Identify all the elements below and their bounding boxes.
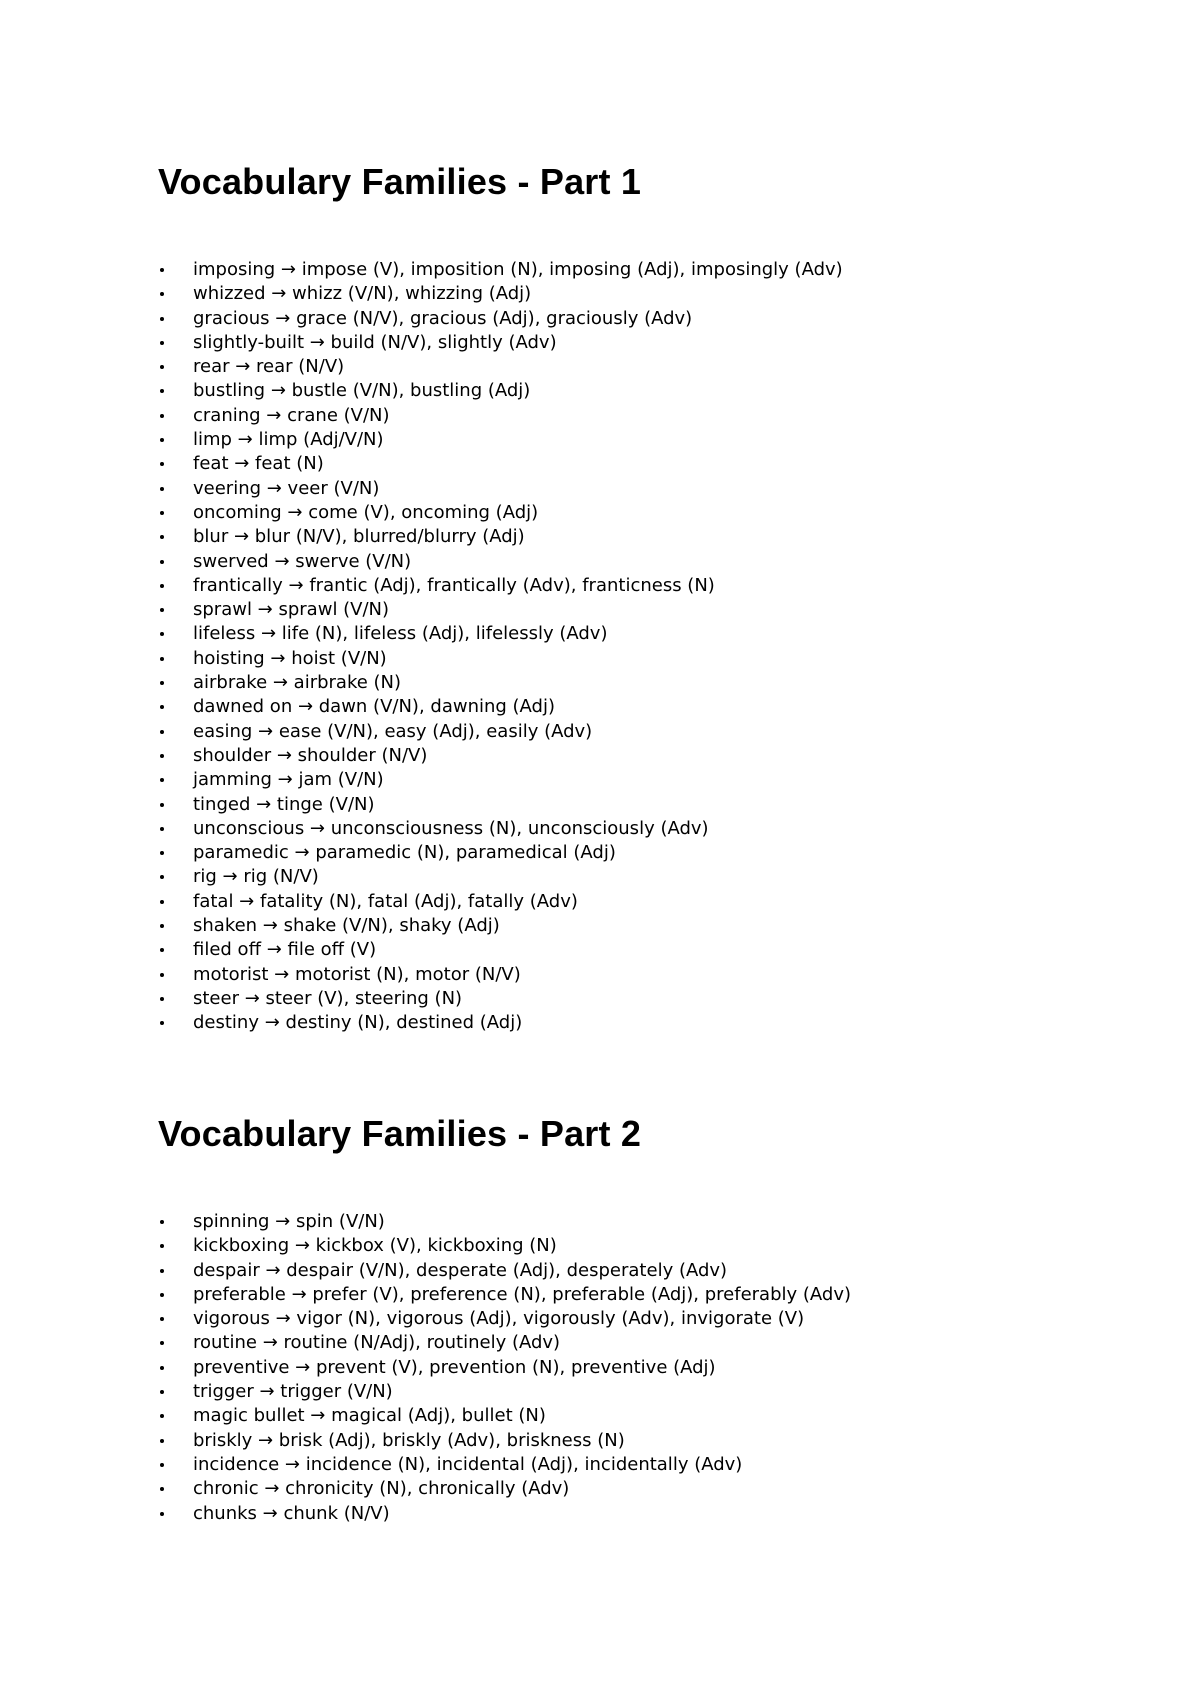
section-heading: Vocabulary Families - Part 2 (158, 1113, 642, 1154)
word-family-text: trigger → trigger (V/N) (193, 1381, 393, 1403)
word-family-item (158, 1210, 1138, 1234)
bullet-icon (160, 462, 164, 466)
word-family-item (158, 1259, 1138, 1283)
word-family-text: spinning → spin (V/N) (193, 1211, 385, 1232)
bullet-icon (160, 973, 164, 977)
word-family-item (158, 671, 1138, 695)
word-family-text: unconscious → unconsciousness (N), unconsciously (Adv) (193, 817, 709, 839)
bullet-icon (160, 730, 164, 734)
word-family-text: kickboxing → kickbox (V), kickboxing (N) (193, 1235, 557, 1257)
word-family-text: craning → crane (V/N) (193, 404, 390, 426)
bullet-icon (160, 997, 164, 1001)
bullet-icon (160, 948, 164, 952)
word-family-item (158, 477, 1138, 501)
word-family-item (158, 963, 1138, 987)
word-family-text: magic bullet → magical (Adj), bullet (N) (193, 1405, 546, 1427)
word-family-text: preferable → prefer (V), preference (N), preferable (Adj), preferably (Adv) (193, 1283, 852, 1305)
word-family-item (158, 525, 1138, 549)
word-family-text: gracious → grace (N/V), gracious (Adj), graciously (Adv) (193, 307, 693, 329)
word-family-text: briskly → brisk (Adj), briskly (Adv), briskness (N) (193, 1429, 625, 1451)
word-family-item (158, 452, 1138, 476)
word-family-item (158, 574, 1138, 598)
word-family-text: oncoming → come (V), oncoming (Adj) (193, 501, 539, 523)
word-family-item (158, 1011, 1138, 1035)
bullet-icon (160, 632, 164, 636)
word-family-text: limp → limp (Adj/V/N) (193, 429, 384, 451)
word-family-item (158, 355, 1138, 379)
bullet-icon (160, 365, 164, 369)
bullet-icon (160, 1390, 164, 1394)
bullet-icon (160, 414, 164, 418)
word-family-text: filed off → file off (V) (193, 939, 377, 961)
bullet-icon (160, 1439, 164, 1443)
word-family-item (158, 938, 1138, 962)
word-family-item (158, 865, 1138, 889)
word-family-item (158, 1307, 1138, 1331)
bullet-icon (160, 681, 164, 685)
bullet-icon (160, 1341, 164, 1345)
word-family-text: frantically → frantic (Adj), frantically (Adv), franticness (N) (193, 574, 715, 596)
vocabulary-section-part-1 (158, 158, 1138, 1036)
bullet-icon (160, 803, 164, 807)
bullet-icon (160, 1269, 164, 1273)
word-family-item (158, 841, 1138, 865)
word-family-text: incidence → incidence (N), incidental (Adj), incidentally (Adv) (193, 1453, 743, 1475)
word-family-text: bustling → bustle (V/N), bustling (Adj) (193, 380, 531, 402)
word-family-list (158, 258, 1138, 1036)
word-family-item (158, 793, 1138, 817)
bullet-icon (160, 705, 164, 709)
bullet-icon (160, 292, 164, 296)
word-family-text: tinged → tinge (V/N) (193, 793, 375, 815)
word-family-item (158, 987, 1138, 1011)
bullet-icon (160, 778, 164, 782)
bullet-icon (160, 268, 164, 272)
word-family-item (158, 1404, 1138, 1428)
word-family-text: blur → blur (N/V), blurred/blurry (Adj) (193, 526, 525, 548)
word-family-text: paramedic → paramedic (N), paramedical (Adj) (193, 842, 616, 864)
word-family-item (158, 622, 1138, 646)
word-family-list (158, 1210, 1138, 1526)
vocabulary-section-part-2 (158, 1110, 1138, 1526)
word-family-text: airbrake → airbrake (N) (193, 672, 402, 694)
word-family-item (158, 890, 1138, 914)
bullet-icon (160, 827, 164, 831)
bullet-icon (160, 1220, 164, 1224)
bullet-icon (160, 608, 164, 612)
bullet-icon (160, 1512, 164, 1516)
bullet-icon (160, 900, 164, 904)
word-family-text: slightly-built → build (N/V), slightly (Adv) (193, 331, 557, 353)
word-family-item (158, 744, 1138, 768)
bullet-icon (160, 389, 164, 393)
word-family-text: imposing → impose (V), imposition (N), imposing (Adj), imposingly (Adv) (193, 259, 843, 280)
bullet-icon (160, 487, 164, 491)
word-family-text: rig → rig (N/V) (193, 866, 319, 888)
word-family-text: sprawl → sprawl (V/N) (193, 599, 390, 621)
word-family-text: veering → veer (V/N) (193, 477, 380, 499)
word-family-text: routine → routine (N/Adj), routinely (Adv) (193, 1332, 561, 1354)
section-heading: Vocabulary Families - Part 1 (158, 161, 642, 202)
word-family-text: destiny → destiny (N), destined (Adj) (193, 1012, 523, 1034)
word-family-text: swerved → swerve (V/N) (193, 550, 412, 572)
word-family-item (158, 1331, 1138, 1355)
bullet-icon (160, 1293, 164, 1297)
word-family-text: fatal → fatality (N), fatal (Adj), fatally (Adv) (193, 890, 578, 912)
word-family-item (158, 1453, 1138, 1477)
word-family-item (158, 379, 1138, 403)
word-family-text: shaken → shake (V/N), shaky (Adj) (193, 915, 500, 937)
bullet-icon (160, 341, 164, 345)
word-family-item (158, 307, 1138, 331)
word-family-item (158, 598, 1138, 622)
word-family-item (158, 404, 1138, 428)
bullet-icon (160, 1463, 164, 1467)
bullet-icon (160, 438, 164, 442)
bullet-icon (160, 584, 164, 588)
bullet-icon (160, 875, 164, 879)
word-family-item (158, 1502, 1138, 1526)
word-family-item (158, 695, 1138, 719)
word-family-item (158, 1234, 1138, 1258)
word-family-text: steer → steer (V), steering (N) (193, 987, 463, 1009)
word-family-item (158, 817, 1138, 841)
word-family-item (158, 331, 1138, 355)
bullet-icon (160, 851, 164, 855)
bullet-icon (160, 317, 164, 321)
bullet-icon (160, 924, 164, 928)
bullet-icon (160, 1317, 164, 1321)
word-family-item (158, 1356, 1138, 1380)
word-family-text: feat → feat (N) (193, 453, 324, 475)
word-family-item (158, 1283, 1138, 1307)
word-family-text: despair → despair (V/N), desperate (Adj), desperately (Adv) (193, 1259, 728, 1281)
bullet-icon (160, 1366, 164, 1370)
bullet-icon (160, 754, 164, 758)
word-family-text: chronic → chronicity (N), chronically (Adv) (193, 1478, 570, 1500)
word-family-text: jamming → jam (V/N) (193, 769, 384, 791)
word-family-text: whizzed → whizz (V/N), whizzing (Adj) (193, 283, 532, 305)
word-family-item (158, 550, 1138, 574)
word-family-item (158, 501, 1138, 525)
word-family-text: vigorous → vigor (N), vigorous (Adj), vigorously (Adv), invigorate (V) (193, 1308, 805, 1330)
word-family-text: dawned on → dawn (V/N), dawning (Adj) (193, 696, 556, 718)
word-family-item (158, 1477, 1138, 1501)
bullet-icon (160, 1414, 164, 1418)
word-family-item (158, 720, 1138, 744)
word-family-item (158, 258, 1138, 282)
word-family-item (158, 914, 1138, 938)
bullet-icon (160, 657, 164, 661)
bullet-icon (160, 560, 164, 564)
word-family-item (158, 428, 1138, 452)
word-family-text: chunks → chunk (N/V) (193, 1502, 390, 1524)
word-family-item (158, 768, 1138, 792)
word-family-item (158, 1429, 1138, 1453)
bullet-icon (160, 1244, 164, 1248)
word-family-text: lifeless → life (N), lifeless (Adj), lifelessly (Adv) (193, 623, 608, 645)
word-family-item (158, 282, 1138, 306)
word-family-text: motorist → motorist (N), motor (N/V) (193, 963, 521, 985)
bullet-icon (160, 535, 164, 539)
bullet-icon (160, 1487, 164, 1491)
word-family-text: preventive → prevent (V), prevention (N), preventive (Adj) (193, 1356, 716, 1378)
word-family-text: easing → ease (V/N), easy (Adj), easily (Adv) (193, 720, 593, 742)
word-family-text: rear → rear (N/V) (193, 356, 345, 378)
word-family-item (158, 1380, 1138, 1404)
word-family-item (158, 647, 1138, 671)
bullet-icon (160, 1021, 164, 1025)
bullet-icon (160, 511, 164, 515)
word-family-text: shoulder → shoulder (N/V) (193, 744, 428, 766)
word-family-text: hoisting → hoist (V/N) (193, 647, 387, 669)
